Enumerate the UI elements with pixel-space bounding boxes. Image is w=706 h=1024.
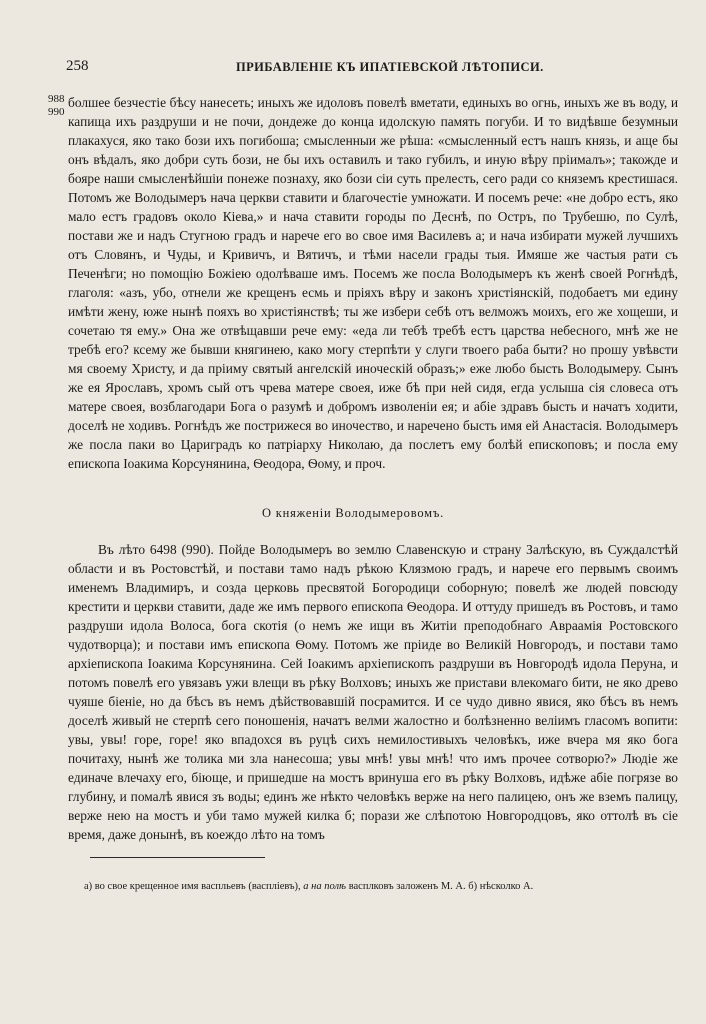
margin-years (48, 93, 70, 119)
footnote-text: васплковъ заложенъ М. А. б) нѣсколко А. (348, 881, 534, 892)
body-paragraph: Въ лѣто 6498 (990). Пойде Володымеръ во землю Славенскую и страну Залѣскую, въ Суждалстѣй области и въ Ростовстѣй, и постави тамо надъ рѣкою Клязмою градъ, и нарече его первымъ своимъ именемъ Владимиръ, и созда церковь пресвятой Богородици соборную; повелѣ же людей повсюду крестити и церкви ставити, даде же имъ первого епископа Ѳеодора. И оттуду пришедъ въ Ростовъ, и тамо раздруши идола Волоса, бога скотія (о немъ же ищи въ Житіи преподобнаго Авраамія Ростовского чудотворца); и постави имъ епископа Ѳому. Потомъ же пріиде во Великій Новгородъ, и постави тамо архіепископа Іоакима Корсунянина. Сей Іоакимъ архіепископъ раздруши въ Новгородѣ идола Перуна, и потомъ повелѣ его увязавъ ужи влещи въ рѣку Волховъ; иныхъ же пристави влекомаго бити, не яко древо чуяше біеніе, но да бѣсъ въ немъ дѣйствовавшій посрамится. И се чудо дивно явися, яко бѣсъ въ немъ доселѣ живый не стерпѣ сего поношенія, начатъ велми жалостно и болѣзненно велiимъ гласомъ вопити: увы, увы! горе, горе! яко впадохся въ руцѣ сихъ немилостивыхъ человѣкъ, иже вчера мя яко бога почитаху, нынѣ же толика ми зла нанесоша; увы мнѣ! увы мнѣ! что имъ прочее сотворю?» Людіе же единаче влечаху его, біюще, и пришедше на мостъ вринуша его въ рѣку Волховъ, идѣже абіе погрязе во глубину, и помалѣ явися зъ воды; единъ же нѣкто человѣкъ верже на него палицею, онъ же вземъ палицу, верже нею на мостъ и уби тамо мужей килка б; порази же слѣпотою Новгородцовъ, яко оттолѣ въ сіе время, даже донынѣ, въ коеждо лѣто на томъ (68, 542, 678, 842)
footnote (84, 880, 684, 894)
margin-year: 990 (48, 106, 65, 118)
page-header (66, 58, 676, 80)
section-heading: О княженіи Володымеровомъ. (261, 506, 445, 520)
running-title: ПРИБАВЛЕНІЕ КЪ ИПАТІЕВСКОЙ ЛѢТОПИСИ. (236, 60, 544, 74)
footnote-italic-text: а на полѣ (303, 881, 347, 892)
page-number: 258 (66, 58, 89, 74)
footnote-text: а) во свое крещенное имя васпльевъ (васплiевъ), (84, 881, 301, 892)
margin-year: 988 (48, 93, 65, 105)
footnote-separator (90, 857, 265, 858)
body-paragraph: болшее безчестіе бѣсу нанесеть; иныхъ же идоловъ повелѣ вметати, единыхъ во огнь, иныхъ же въ воду, и капища ихъ раздруши и не почи, дондеже до конца идолскую память погуби. И то видѣвше безумныи плакахуся, яко тако бози ихъ погибоша; смысленныи же рѣша: «смысленный естъ нашъ князь, и аще бы онъ вѣдалъ, яко добри суть бози, не бы ихъ оставилъ и тако губилъ, и иную вѣру пріималъ»; такожде и бояре наши смысленѣйшіи понеже познаху, яко бози сіи суть прелесть, сего ради со княземъ крестишася. Потомъ же Володымеръ нача церкви ставити и благочестіе умножати. И посемъ рече: «не добро естъ, яко мало естъ градовъ около Кіева,» и нача ставити городы по Деснѣ, по Остръ, по Трубешю, по Сулѣ, постави же и надъ Стугною градъ и нарече его во свое имя Василевъ а; и нача избирати мужей лучшихъ отъ Словянъ, и Чуды, и Кривичъ, и Вятичъ, и тѣми насели грады тыя. Имяше же частыя рати съ Печенѣги; но помощію Божіею одолѣваше имъ. Посемъ же посла Володымеръ къ женѣ своей Рогнѣдѣ, глаголя: «азъ, убо, отнели же крещенъ есмь и пріяхъ вѣру и законъ христіянскій, подобаетъ ми едину имѣти жену, юже нынѣ пояхъ во христіянствѣ; ты же избери себѣ отъ велможъ моихъ, его же хощеши, и сочетаю тя ему.» Она же отвѣщавши рече ему: «еда ли тебѣ требѣ естъ царства небесного, мнѣ же не требѣ его? ксему же бывши княгинею, како могу стерпѣти у слуги твоего раба быти? но прошу увѣвсти мя своему Христу, и да пріиму святый ангелскій иноческій образъ;» еже любо бысть Володымеру. Сынъ же ея Ярославъ, хромъ сый отъ чрева матере своея, иже бѣ при ней сидя, егда услыша сія словеса отъ матере своея, возблагодари Бога о разумѣ и добромъ изволеніи ея; и абіе здравъ бысть и начатъ ходити, доселѣ не ходивъ. Рогнѣдъ же пострижеся во иночество, и наречено бысть имя ей Анастасія. Володымеръ же посла паки во Цариградъ ко патріарху Николаю, да послетъ ему болѣй епископовъ; и посла ему епископа Іоакима Корсунянина, Ѳеодора, Ѳому, и проч. (68, 95, 678, 471)
